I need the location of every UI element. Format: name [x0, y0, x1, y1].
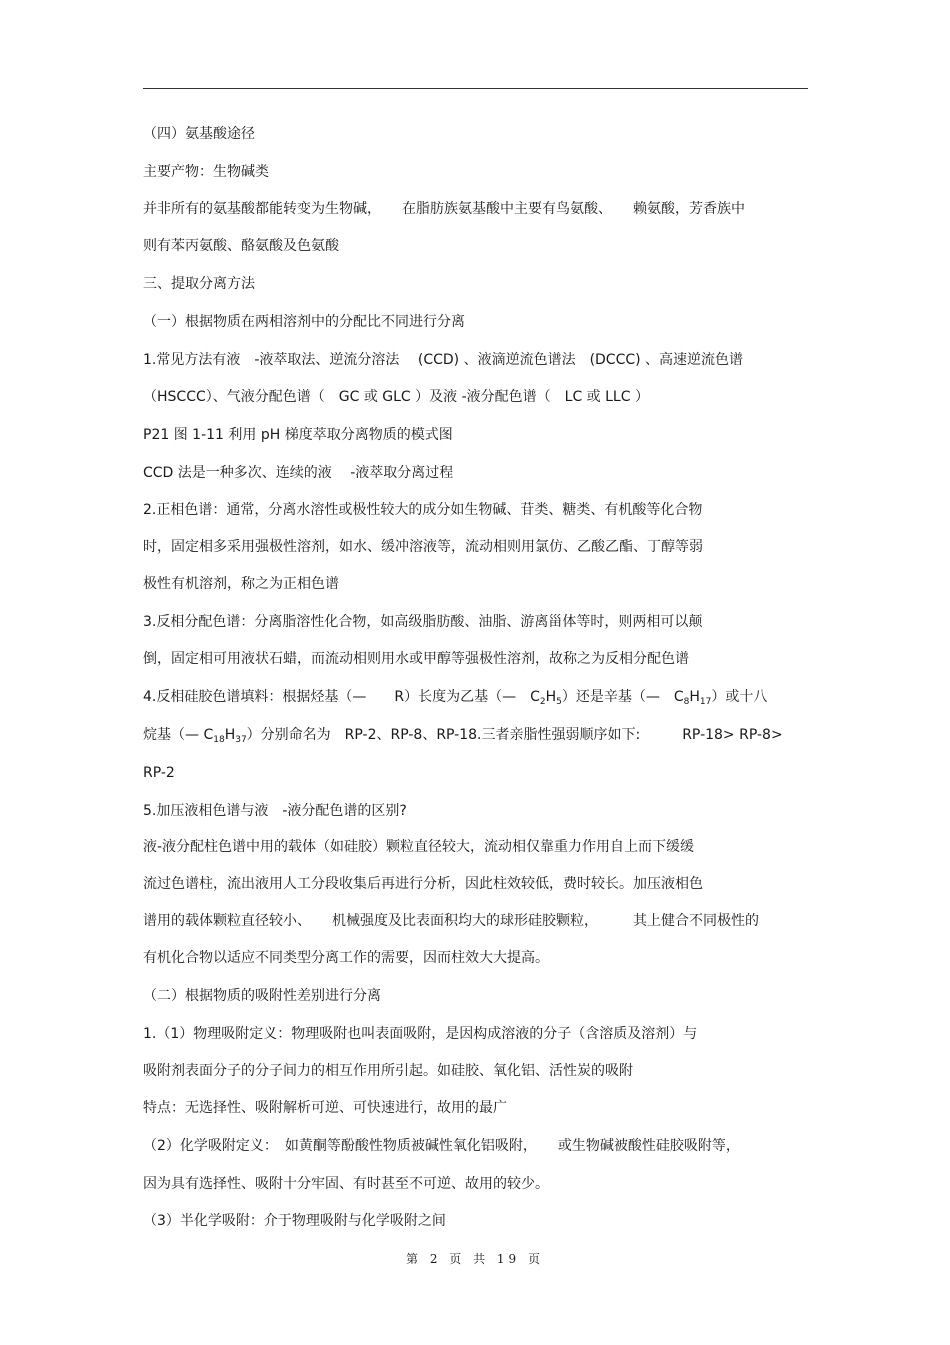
page-footer: 第 2 页 共 19 页 — [406, 1252, 544, 1266]
paragraph-line: 时，固定相多采用强极性溶剂，如水、缓冲溶液等，流动相则用氯仿、乙酸乙酯、丁醇等弱 — [143, 539, 703, 555]
subsection-1-heading: （一）根据物质在两相溶剂中的分配比不同进行分离 — [143, 314, 465, 330]
paragraph-line: 1.（1）物理吸附定义：物理吸附也叫表面吸附，是因构成溶液的分子（含溶质及溶剂）与 — [143, 1026, 698, 1042]
paragraph-line: 特点：无选择性、吸附解析可逆、可快速进行，故用的最广 — [143, 1100, 507, 1116]
paragraph-line: 则有苯丙氨酸、酪氨酸及色氨酸 — [143, 238, 339, 254]
figure-reference: P21 图 1-11 利用 pH 梯度萃取分离物质的模式图 — [143, 427, 453, 443]
paragraph-line: 有机化合物以适应不同类型分离工作的需要，因而柱效大大提高。 — [143, 950, 549, 966]
paragraph-line: 3.反相分配色谱：分离脂溶性化合物，如高级脂肪酸、油脂、游离甾体等时，则两相可以颠 — [143, 614, 703, 630]
paragraph-line: 吸附剂表面分子的分子间力的相互作用所引起。如硅胶、氧化铝、活性炭的吸附 — [143, 1063, 633, 1079]
paragraph-line: 极性有机溶剂，称之为正相色谱 — [143, 576, 339, 592]
paragraph-line: （3）半化学吸附：介于物理吸附与化学吸附之间 — [143, 1213, 446, 1229]
paragraph-line: 1.常见方法有液 -液萃取法、逆流分溶法 (CCD) 、液滴逆流色谱法 (DCCC) 、高速逆流色谱 — [143, 352, 744, 368]
question-heading: 5.加压液相色谱与液 -液分配色谱的区别? — [143, 803, 407, 819]
section-4-heading: （四）氨基酸途径 — [143, 126, 255, 142]
paragraph-line: 谱用的载体颗粒直径较小、 机械强度及比表面积均大的球形硅胶颗粒， 其上健合不同极性的 — [143, 913, 759, 929]
part3-heading: 三、提取分离方法 — [143, 276, 255, 292]
main-product: 主要产物：生物碱类 — [143, 164, 269, 180]
paragraph-line: （HSCCC）、气液分配色谱（ GC 或 GLC ）及液 -液分配色谱（ LC 或 LLC ） — [143, 389, 649, 405]
paragraph-line: （2）化学吸附定义： 如黄酮等酚酸性物质被碱性氧化铝吸附， 或生物碱被酸性硅胶吸附等， — [143, 1138, 740, 1154]
paragraph-line: 并非所有的氨基酸都能转变为生物碱， 在脂肪族氨基酸中主要有鸟氨酸、 赖氨酸，芳香族中 — [143, 201, 745, 217]
paragraph-line: CCD 法是一种多次、连续的液 -液萃取分离过程 — [143, 465, 454, 481]
paragraph-line: RP-2 — [143, 765, 175, 781]
paragraph-line: 流过色谱柱，流出液用人工分段收集后再进行分析，因此柱效较低，费时较长。加压液相色 — [143, 876, 703, 892]
paragraph-line: 4.反相硅胶色谱填料：根据烃基（— R）长度为乙基（— $C_2H_5$）还是辛基（— $C_8H_{17}$）或十八 — [143, 689, 768, 707]
paragraph-line: 因为具有选择性、吸附十分牢固、有时甚至不可逆、故用的较少。 — [143, 1176, 549, 1192]
paragraph-line: 2.正相色谱：通常，分离水溶性或极性较大的成分如生物碱、苷类、糖类、有机酸等化合物 — [143, 502, 703, 518]
paragraph-line: 液-液分配柱色谱中用的载体（如硅胶）颗粒直径较大，流动相仅靠重力作用自上而下缓缓 — [143, 839, 695, 855]
paragraph-line: 烷基（— $C_{18}H_{37}$）分别命名为 RP-2、RP-8、RP-18.三者亲脂性强弱顺序如下: RP-18> RP-8> — [143, 727, 783, 745]
header-rule — [143, 88, 808, 89]
paragraph-line: 倒，固定相可用液状石蜡，而流动相则用水或甲醇等强极性溶剂，故称之为反相分配色谱 — [143, 651, 689, 667]
subsection-2-heading: （二）根据物质的吸附性差别进行分离 — [143, 988, 381, 1004]
